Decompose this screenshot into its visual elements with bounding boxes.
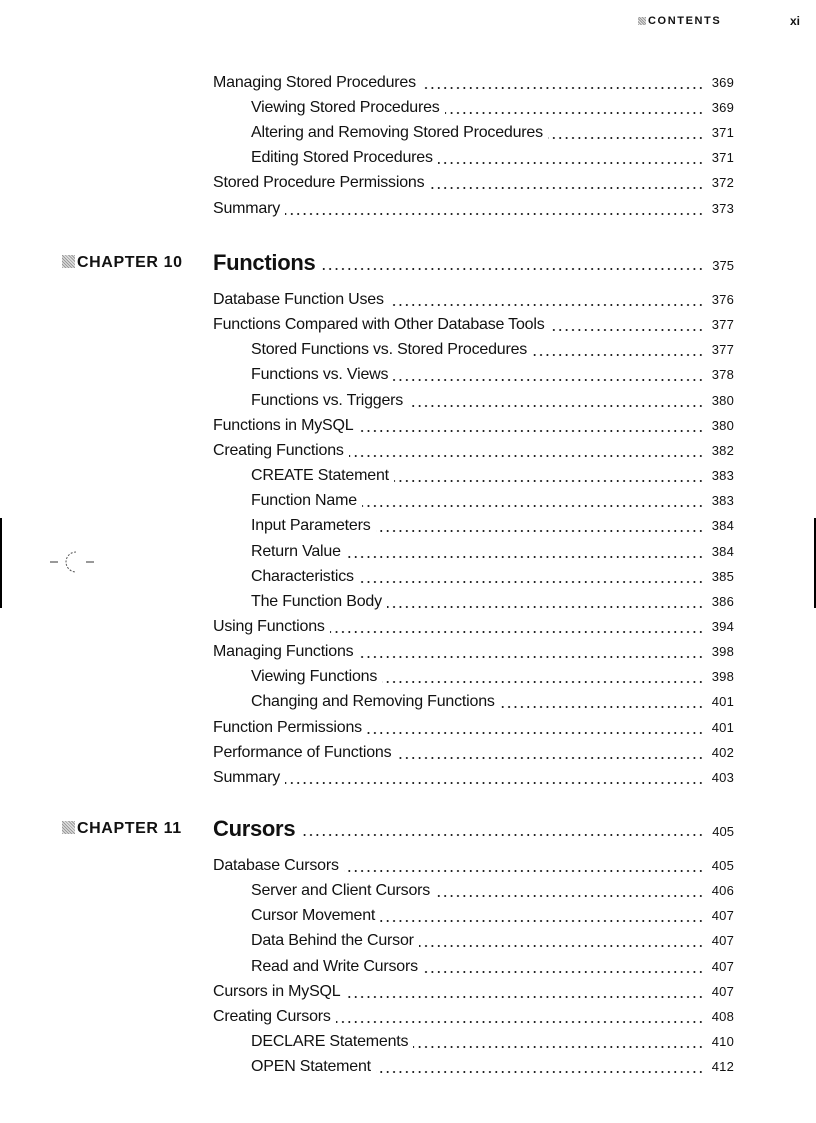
dot-leader xyxy=(336,1021,704,1023)
running-head-page-number: xi xyxy=(790,14,801,28)
toc-entry-title: The Function Body xyxy=(251,592,382,610)
toc-entry-page: 410 xyxy=(711,1034,734,1050)
toc-entry-title: Functions vs. Triggers xyxy=(251,391,404,409)
toc-entry-page: 383 xyxy=(711,493,734,509)
dot-leader xyxy=(419,945,704,947)
toc-entry[interactable] xyxy=(213,717,734,739)
toc-entry[interactable] xyxy=(251,147,734,169)
toc-entry[interactable] xyxy=(251,490,734,512)
toc-entry-page: 403 xyxy=(711,769,734,785)
dot-leader xyxy=(362,505,704,507)
chapter-10-title-text: Functions xyxy=(213,250,316,275)
toc-entry[interactable] xyxy=(251,566,734,588)
toc-entry-page: 405 xyxy=(711,858,734,873)
toc-entry-page: 385 xyxy=(711,568,734,584)
toc-entry-title: Stored Functions vs. Stored Procedures xyxy=(251,341,528,359)
toc-entry-page: 384 xyxy=(711,543,734,559)
toc-entry-title: Data Behind the Cursor xyxy=(251,932,414,950)
toc-entry[interactable] xyxy=(213,641,734,663)
chapter-10-label-text: CHAPTER 10 xyxy=(77,254,183,271)
toc-entry-page: 371 xyxy=(711,150,734,166)
dot-leader xyxy=(408,405,704,407)
dot-leader xyxy=(445,112,704,114)
dot-leader xyxy=(320,268,704,270)
toc-entry-page: 386 xyxy=(711,593,734,609)
chapter-11-label xyxy=(62,818,182,840)
toc-entry-title: CREATE Statement xyxy=(251,467,389,485)
toc-entry-page: 376 xyxy=(711,292,734,307)
toc-entry[interactable] xyxy=(251,541,734,563)
dot-leader xyxy=(429,187,704,189)
dot-leader xyxy=(285,782,704,784)
toc-entry[interactable] xyxy=(213,616,734,638)
toc-entry-page: 407 xyxy=(711,908,734,924)
chapter-11-page: 405 xyxy=(712,824,734,839)
toc-entry-title: Summary xyxy=(213,199,281,217)
chapter-11-title-text: Cursors xyxy=(213,816,296,841)
toc-entry[interactable] xyxy=(251,930,734,952)
toc-entry[interactable] xyxy=(251,122,734,144)
toc-entry-title: Editing Stored Procedures xyxy=(251,149,433,167)
dot-leader xyxy=(359,581,704,583)
toc-entry-page: 412 xyxy=(711,1059,734,1075)
toc-entry-page: 384 xyxy=(711,518,734,534)
toc-entry[interactable] xyxy=(251,880,734,902)
toc-entry[interactable] xyxy=(251,691,734,713)
dot-leader xyxy=(532,354,704,356)
dot-leader xyxy=(413,1046,704,1048)
toc-entry[interactable] xyxy=(251,97,734,119)
toc-entry[interactable] xyxy=(251,591,734,613)
chapter-marker-icon xyxy=(62,255,75,268)
toc-entry[interactable] xyxy=(251,515,734,537)
dot-leader xyxy=(438,162,704,164)
dot-leader xyxy=(285,213,704,215)
toc-entry-page: 372 xyxy=(711,175,734,191)
toc-entry-page: 380 xyxy=(711,417,734,433)
running-head-title: CONTENTS xyxy=(648,15,722,27)
toc-entry[interactable] xyxy=(251,905,734,927)
toc-entry-title: Database Function Uses xyxy=(213,291,384,308)
chapter-10-title[interactable] xyxy=(213,249,734,277)
toc-entry[interactable] xyxy=(251,1031,734,1053)
dot-leader xyxy=(550,329,704,331)
toc-entry-page: 402 xyxy=(711,744,734,760)
toc-entry-title: Creating Functions xyxy=(213,441,344,459)
toc-entry[interactable] xyxy=(213,415,734,437)
toc-entry[interactable] xyxy=(213,855,734,877)
toc-entry-title: Stored Procedure Permissions xyxy=(213,174,425,192)
toc-entry-page: 407 xyxy=(711,983,734,999)
toc-entry[interactable] xyxy=(251,1056,734,1078)
dot-leader xyxy=(435,895,704,897)
dot-leader xyxy=(330,631,704,633)
toc-entry-title: Managing Functions xyxy=(213,643,354,661)
dot-leader xyxy=(394,480,704,482)
toc-entry-title: Performance of Functions xyxy=(213,743,392,761)
dot-leader xyxy=(346,996,704,998)
toc-entry-title: OPEN Statement xyxy=(251,1058,371,1076)
crop-mark-left xyxy=(0,518,2,608)
dot-leader xyxy=(421,87,704,89)
dot-leader xyxy=(382,681,704,683)
toc-entry-page: 380 xyxy=(711,392,734,408)
toc-entry-page: 407 xyxy=(711,958,734,974)
toc-entry-page: 382 xyxy=(711,442,734,458)
toc-entry-page: 378 xyxy=(711,367,734,383)
toc-entry-title: Return Value xyxy=(251,542,341,560)
dot-leader xyxy=(423,971,704,973)
toc-entry[interactable] xyxy=(251,339,734,361)
toc-entry-page: 369 xyxy=(711,100,734,116)
toc-entry-page: 401 xyxy=(711,694,734,710)
toc-entry-title: DECLARE Statements xyxy=(251,1033,409,1051)
dot-leader xyxy=(349,455,704,457)
toc-entry[interactable] xyxy=(213,198,734,220)
toc-entry[interactable] xyxy=(213,742,734,764)
toc-entry-title: Functions Compared with Other Database Tools xyxy=(213,316,545,334)
chapter-11-title[interactable] xyxy=(213,815,734,843)
toc-entry-title: Managing Stored Procedures xyxy=(213,74,416,91)
toc-entry-page: 377 xyxy=(711,317,734,333)
toc-entry[interactable] xyxy=(213,767,734,789)
toc-entry-title: Input Parameters xyxy=(251,517,371,535)
toc-entry-title: Summary xyxy=(213,768,281,786)
toc-entry-title: Changing and Removing Functions xyxy=(251,693,495,711)
dot-leader xyxy=(396,757,704,759)
toc-entry-page: 398 xyxy=(711,644,734,660)
toc-entry-page: 394 xyxy=(711,618,734,634)
dot-leader xyxy=(346,556,704,558)
registration-mark-icon xyxy=(50,548,96,578)
dot-leader xyxy=(376,1071,704,1073)
toc-entry-page: 407 xyxy=(711,933,734,949)
dot-leader xyxy=(376,530,704,532)
dot-leader xyxy=(500,706,704,708)
dot-leader xyxy=(300,834,704,836)
toc-entry[interactable] xyxy=(213,440,734,462)
dot-leader xyxy=(548,137,704,139)
chapter-11-label-text: CHAPTER 11 xyxy=(77,820,182,837)
dot-leader xyxy=(358,430,704,432)
chapter-10-page: 375 xyxy=(712,258,734,273)
toc-entry-page: 369 xyxy=(711,75,734,90)
toc-entry[interactable] xyxy=(251,666,734,688)
dot-leader xyxy=(344,870,704,872)
toc-entry-title: Functions in MySQL xyxy=(213,416,354,434)
toc-entry-page: 383 xyxy=(711,468,734,484)
dot-leader xyxy=(387,606,704,608)
toc-entry[interactable] xyxy=(213,981,734,1003)
toc-entry-title: Creating Cursors xyxy=(213,1007,331,1025)
toc-entry-page: 408 xyxy=(711,1008,734,1024)
toc-entry-page: 377 xyxy=(711,342,734,358)
toc-entry-title: Viewing Stored Procedures xyxy=(251,99,440,117)
toc-entry-title: Viewing Functions xyxy=(251,668,378,686)
toc-entry[interactable] xyxy=(213,1006,734,1028)
toc-entry[interactable] xyxy=(213,172,734,194)
toc-entry-title: Cursors in MySQL xyxy=(213,982,341,1000)
toc-entry-title: Cursor Movement xyxy=(251,907,376,925)
toc-entry[interactable] xyxy=(251,390,734,412)
chapter-10-label xyxy=(62,252,183,274)
toc-entry[interactable] xyxy=(213,72,734,94)
toc-entry-title: Function Name xyxy=(251,492,357,510)
toc-entry-title: Functions vs. Views xyxy=(251,366,389,384)
dot-leader xyxy=(389,304,704,306)
toc-entry[interactable] xyxy=(213,314,734,336)
toc-entry-page: 373 xyxy=(711,200,734,216)
toc-entry-title: Characteristics xyxy=(251,567,354,585)
toc-entry-title: Server and Client Cursors xyxy=(251,882,431,900)
toc-entry-page: 398 xyxy=(711,669,734,685)
toc-entry-title: Database Cursors xyxy=(213,857,339,874)
toc-entry[interactable] xyxy=(251,956,734,978)
dot-leader xyxy=(367,732,704,734)
dot-leader xyxy=(359,656,704,658)
toc-entry-title: Using Functions xyxy=(213,617,325,635)
toc-entry-title: Altering and Removing Stored Procedures xyxy=(251,124,543,142)
toc-entry-page: 406 xyxy=(711,883,734,899)
chapter-marker-icon xyxy=(62,821,75,834)
toc-entry[interactable] xyxy=(251,465,734,487)
toc-entry[interactable] xyxy=(251,364,734,386)
dot-leader xyxy=(380,920,704,922)
toc-entry-page: 401 xyxy=(711,719,734,735)
toc-entry-title: Function Permissions xyxy=(213,718,362,736)
toc-entry-page: 371 xyxy=(711,125,734,141)
toc-entry-title: Read and Write Cursors xyxy=(251,957,418,975)
toc-entry[interactable] xyxy=(213,289,734,311)
dot-leader xyxy=(393,379,704,381)
